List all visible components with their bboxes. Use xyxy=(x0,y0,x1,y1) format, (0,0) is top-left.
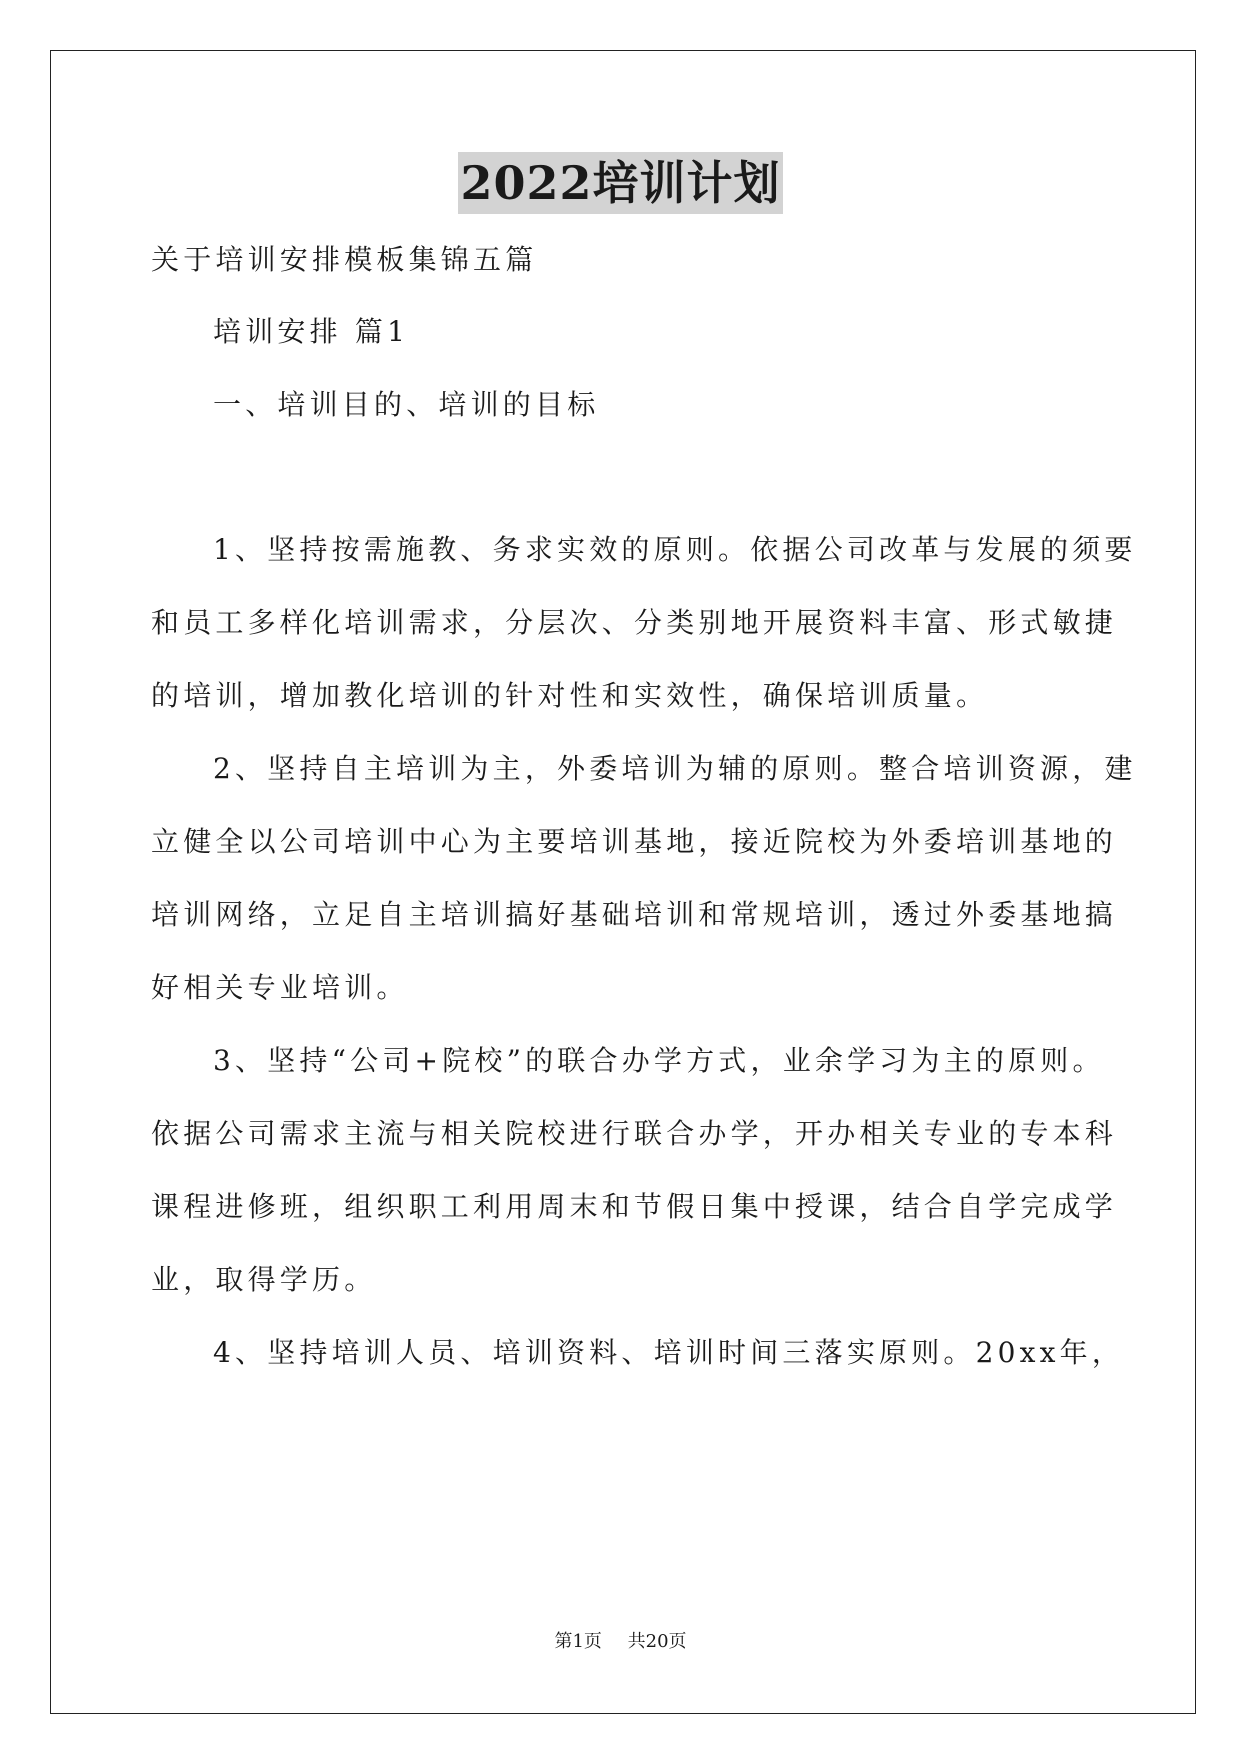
paragraph-line: 业，取得学历。 xyxy=(151,1263,377,1296)
paragraph-line: 的培训，增加教化培训的针对性和实效性，确保培训质量。 xyxy=(151,679,989,712)
title-container xyxy=(0,152,1241,214)
paragraph-line: 4、坚持培训人员、培训资料、培训时间三落实原则。20xx年， xyxy=(213,1336,1125,1369)
paragraph-line: 和员工多样化培训需求，分层次、分类别地开展资料丰富、形式敏捷 xyxy=(151,606,1118,639)
paragraph-line: 课程进修班，组织职工利用周末和节假日集中授课，结合自学完成学 xyxy=(151,1190,1118,1223)
page-number: 第1页 xyxy=(554,1631,602,1652)
document-title: 2022培训计划 xyxy=(458,152,782,214)
page-footer xyxy=(0,1630,1241,1654)
paragraph-line: 2、坚持自主培训为主，外委培训为辅的原则。整合培训资源，建 xyxy=(213,752,1137,785)
paragraph-line: 3、坚持“公司+院校”的联合办学方式，业余学习为主的原则。 xyxy=(213,1044,1105,1077)
section-heading: 一、培训目的、培训的目标 xyxy=(213,388,600,421)
paragraph-line: 好相关专业培训。 xyxy=(151,971,409,1004)
paragraph-line: 立健全以公司培训中心为主要培训基地，接近院校为外委培训基地的 xyxy=(151,825,1118,858)
paragraph-line: 1、坚持按需施教、务求实效的原则。依据公司改革与发展的须要 xyxy=(213,533,1137,566)
paragraph-line: 培训网络，立足自主培训搞好基础培训和常规培训，透过外委基地搞 xyxy=(151,898,1118,931)
paragraph-line: 依据公司需求主流与相关院校进行联合办学，开办相关专业的专本科 xyxy=(151,1117,1118,1150)
subtitle-line: 关于培训安排模板集锦五篇 xyxy=(151,243,538,276)
page-border xyxy=(50,50,1196,1714)
section-heading: 培训安排 篇1 xyxy=(213,315,410,348)
page-total: 共20页 xyxy=(627,1631,687,1652)
